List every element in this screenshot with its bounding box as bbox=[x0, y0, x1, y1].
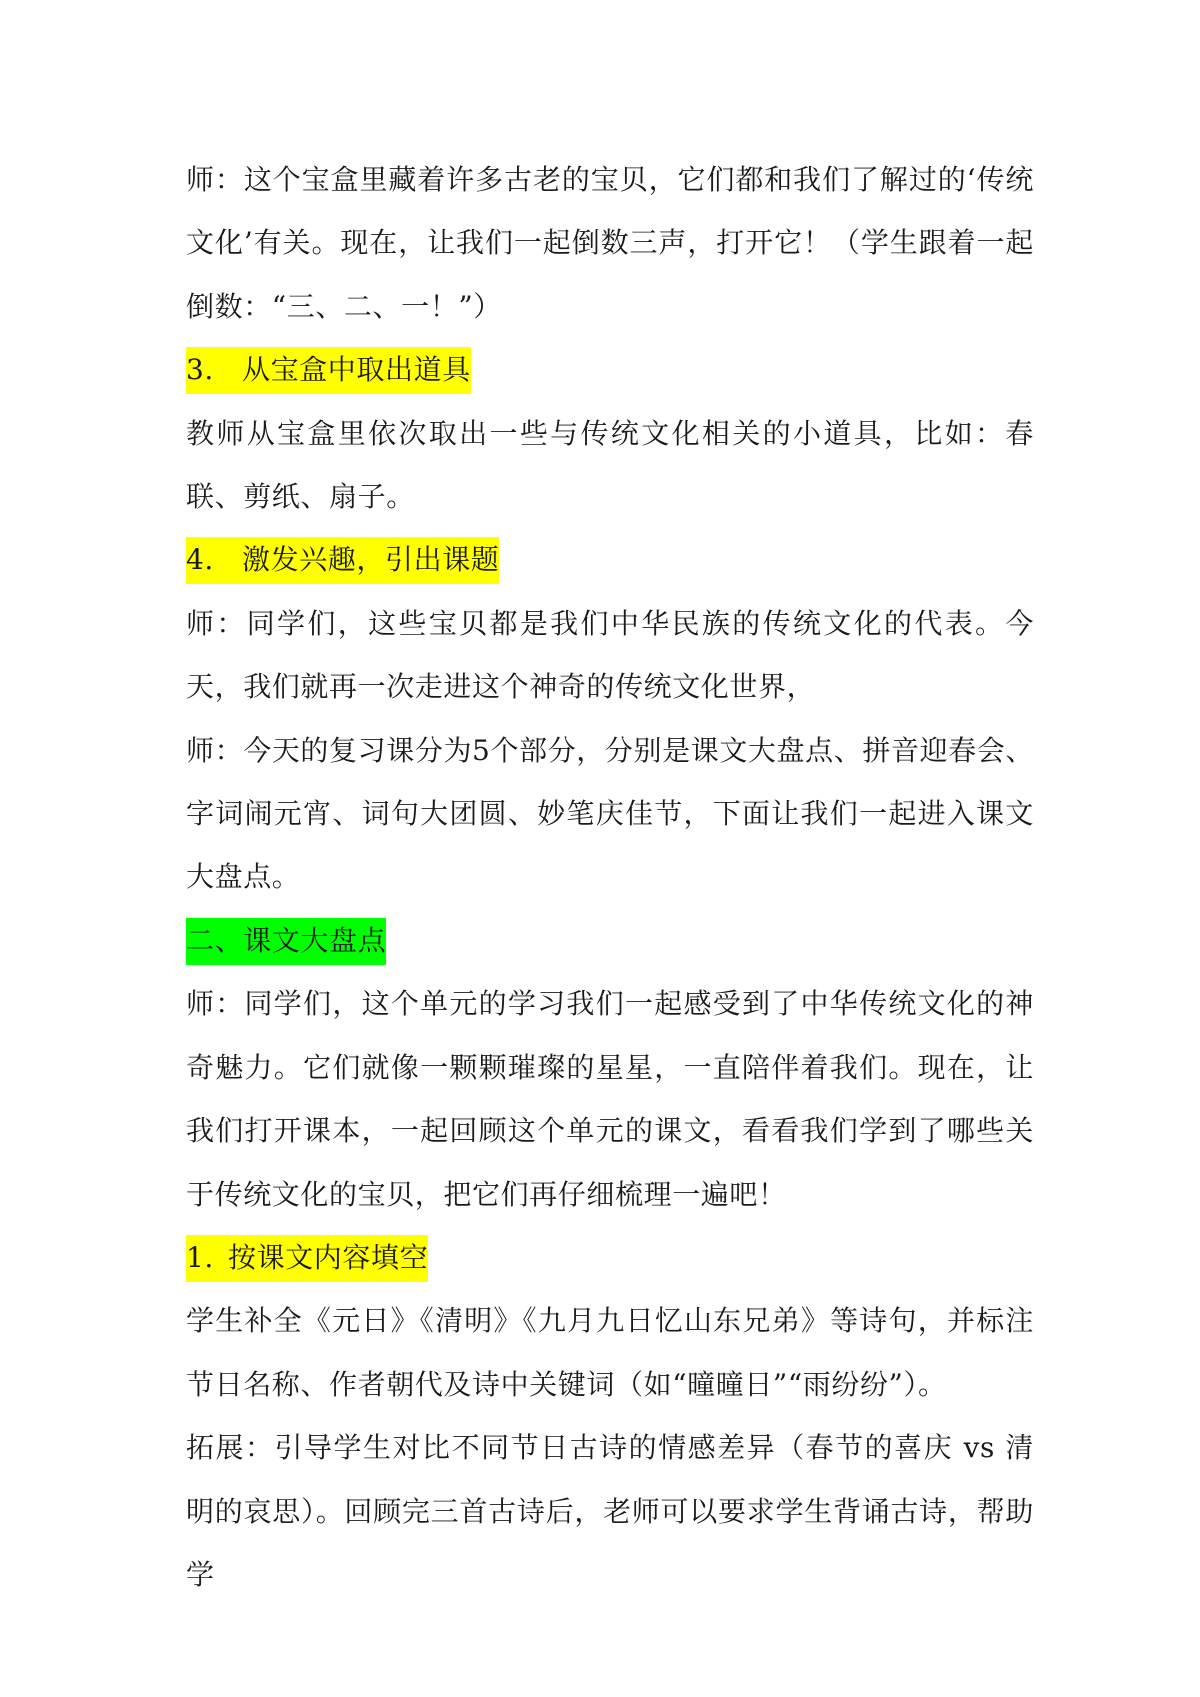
document-page bbox=[186, 148, 1034, 1606]
paragraph-teacher-intro: 师：同学们，这些宝贝都是我们中华民族的传统文化的代表。今天，我们就再一次走进这个神奇的传统文化世界， bbox=[186, 606, 1034, 704]
step-number: 1. bbox=[186, 1240, 214, 1274]
step-heading-3 bbox=[186, 338, 1034, 401]
step-title: 按课文内容填空 bbox=[228, 1240, 429, 1274]
paragraph-teacher-review: 师：同学们，这个单元的学习我们一起感受到了中华传统文化的神奇魅力。它们就像一颗颗璀璨的星星，一直陪伴着我们。现在，让我们打开课本，一起回顾这个单元的课文，看看我们学到了哪些关于传统文化的宝贝，把它们再仔细梳理一遍吧！ bbox=[186, 987, 1034, 1211]
heading-highlight bbox=[186, 537, 499, 584]
heading-highlight bbox=[186, 1235, 428, 1282]
step-heading-4 bbox=[186, 528, 1034, 591]
heading-highlight bbox=[186, 347, 471, 394]
paragraph-teacher-treasure-box: 师：这个宝盒里藏着许多古老的宝贝，它们都和我们了解过的‘传统文化’有关。现在，让我们一起倒数三声，打开它！（学生跟着一起倒数：“三、二、一！”） bbox=[186, 163, 1034, 323]
paragraph-extension: 拓展：引导学生对比不同节日古诗的情感差异（春节的喜庆 vs 清明的哀思）。回顾完三首古诗后，老师可以要求学生背诵古诗，帮助学 bbox=[186, 1431, 1034, 1591]
step-heading-1 bbox=[186, 1226, 1034, 1289]
step-title: 从宝盒中取出道具 bbox=[242, 353, 471, 387]
section-heading-2 bbox=[186, 909, 1034, 972]
step-number: 4. bbox=[186, 543, 214, 577]
paragraph-fill-poems: 学生补全《元日》《清明》《九月九日忆山东兄弟》等诗句，并标注节日名称、作者朝代及诗中关键词（如“曈曈日”“雨纷纷”）。 bbox=[186, 1304, 1034, 1401]
section-title: 二、课文大盘点 bbox=[186, 918, 386, 965]
step-number: 3. bbox=[186, 353, 214, 387]
paragraph-lesson-parts: 师：今天的复习课分为5个部分，分别是课文大盘点、拼音迎春会、字词闹元宵、词句大团圆、妙笔庆佳节，下面让我们一起进入课文大盘点。 bbox=[186, 733, 1034, 894]
step-title: 激发兴趣，引出课题 bbox=[242, 543, 500, 577]
paragraph-props: 教师从宝盒里依次取出一些与传统文化相关的小道具，比如：春联、剪纸、扇子。 bbox=[186, 416, 1034, 514]
